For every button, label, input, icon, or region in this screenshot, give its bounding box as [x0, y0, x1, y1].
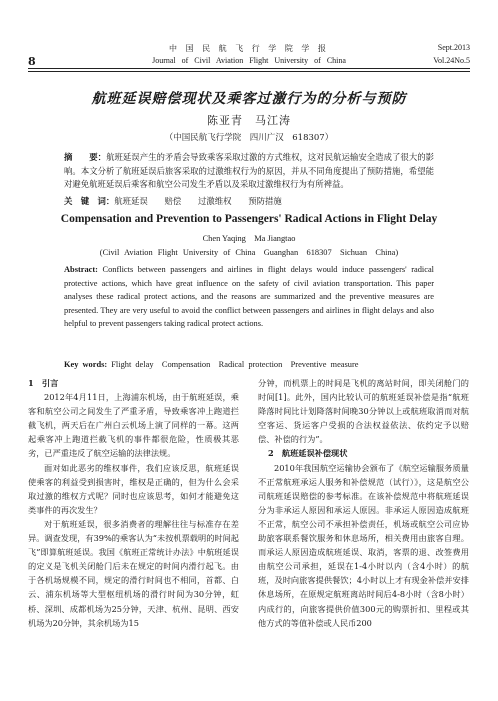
- body-paragraph: 分钟，而机票上的时间是飞机的离站时间，即关闭舱门的时间[1]。此外，国内比较认可的航班延误补偿是指“航班降落时间比计划降落时间晚30分钟以上或航班取消而对航空客运、货运客户受损的合法权益依法、依约定予以赔偿、补偿的行为”。: [258, 378, 469, 445]
- section-heading-status: 2 航班延误补偿现状: [268, 448, 348, 459]
- abstract-cn-text: 航班延误产生的矛盾会导致乘客采取过激的方式维权，这对民航运输安全造成了很大的影响。本文分析了航班延误后旅客采取的过激维权行为的原因，并从不同角度提出了预防措施，希望能对避免航班延误后乘客和航空公司发生矛盾以及采取过激维权行为有所裨益。: [64, 152, 435, 190]
- body-paragraph: 面对如此恶劣的维权事件，我们应该反思，航班延误使乘客的利益受到损害时，维权是正确的，但为什么会采取过激的维权方式呢？同时也应该思考，如何才能避免这类事件的再次发生？: [28, 462, 239, 515]
- header-rule-thick: [28, 68, 470, 69]
- body-paragraph: 2012年4月11日，上海浦东机场，由于航班延误，乘客和航空公司之间发生了严重矛盾，导致乘客冲上跑道拦截飞机，两天后在广州白云机场上演了同样的一幕。这两起乘客冲上跑道拦截飞机的事件都很危险，性质极其恶劣，已严重违反了航空运输的法律法规。: [28, 392, 239, 459]
- abstract-cn: [64, 151, 434, 192]
- keywords-cn-text: 航班延误 赔偿 过激维权 预防措施: [114, 196, 282, 206]
- abstract-en: [64, 263, 434, 331]
- title-cn: 航班延误赔偿现状及乘客过激行为的分析与预防: [91, 91, 407, 107]
- abstract-en-label: Abstract:: [64, 265, 98, 274]
- keywords-en-label: Key words:: [64, 360, 108, 369]
- body-column-left: [28, 376, 239, 630]
- keywords-en-text: Flight delay Compensation Radical protection Preventive measure: [111, 360, 359, 369]
- page-number: 8: [28, 55, 36, 68]
- body-paragraph: 对于航班延误，很多消费者的理解往往与标准存在差异。调查发现，有39%的乘客认为“未按机票载明的时间起飞”即算航班延误。我国《航班正常统计办法》中航班延误的定义是飞机关闭舱门后未在规定的时间内滑行起飞。由于各机场规模不同，规定的滑行时间也不相同，首都、白云、浦东机场等大型枢纽机场的滑行时间为30分钟，虹桥、深圳、成都机场为25分钟，天津、杭州、昆明、西安机场为20分钟，其余机场为15: [28, 518, 239, 628]
- title-en: Compensation and Prevention to Passengers' Radical Actions in Flight Delay: [60, 213, 438, 225]
- abstract-cn-label: 摘 要：: [64, 152, 107, 162]
- body-column-right: [258, 376, 469, 630]
- issue-date: Sept.2013: [437, 43, 470, 52]
- affiliation-cn: （中国民航飞行学院 四川广汉 618307）: [164, 133, 334, 143]
- header-rule-thin: [28, 71, 470, 72]
- body-paragraph: 2010年我国航空运输协会颁布了《航空运输服务质量不正常航班承运人服务和补偿规范（试行）》，这是航空公司航班延误赔偿的参考标准。在该补偿规范中将航班延误分为非承运人原因和承运人原因。非承运人原因造成航班不正常，航空公司不承担补偿责任，机场或航空公司应协助旅客联系餐饮服务和休息场所，相关费用由旅客自理。而承运人原因造成航班延误、取消，客票的退、改签费用由航空公司承担，延误在1-4小时以内（含4小时）的航班，及时向旅客提供餐饮；4小时以上才有现金补偿并安排休息场所，在原规定航班离站时间后4-8小时（含8小时）内成行的，向旅客提供价值300元的购票折扣、里程或其他方式的等值补偿或人民币200: [258, 462, 469, 628]
- keywords-cn-label: 关 键 词：: [64, 196, 115, 206]
- abstract-en-text: Conflicts between passengers and airlines in flight delays would induce passengers' radical protective actions, which have great influence on the safety of civil aviation transportation. This paper analyses these radical protect actions, and the reasons are summarized and the preventive measures are presented. They are very useful to avoid the conflict between passengers and airlines in flight delays and also helpful to prevent passengers taking radical protect actions.: [64, 265, 434, 329]
- issue-volume: Vol.24No.5: [433, 56, 470, 65]
- authors-en: Chen Yaqing Ma Jiangtao: [202, 234, 296, 243]
- journal-name-cn: 中 国 民 航 飞 行 学 院 学 报: [169, 44, 329, 53]
- journal-name-en: Journal of Civil Aviation Flight University of China: [152, 56, 346, 65]
- authors-cn: 陈亚青 马江涛: [207, 114, 291, 127]
- section-heading-intro: 1 引言: [28, 378, 59, 388]
- keywords-en: [64, 358, 434, 370]
- keywords-cn: [64, 195, 434, 207]
- affiliation-en: (Civil Aviation Flight University of China Guanghan 618307 Sichuan China): [99, 248, 399, 257]
